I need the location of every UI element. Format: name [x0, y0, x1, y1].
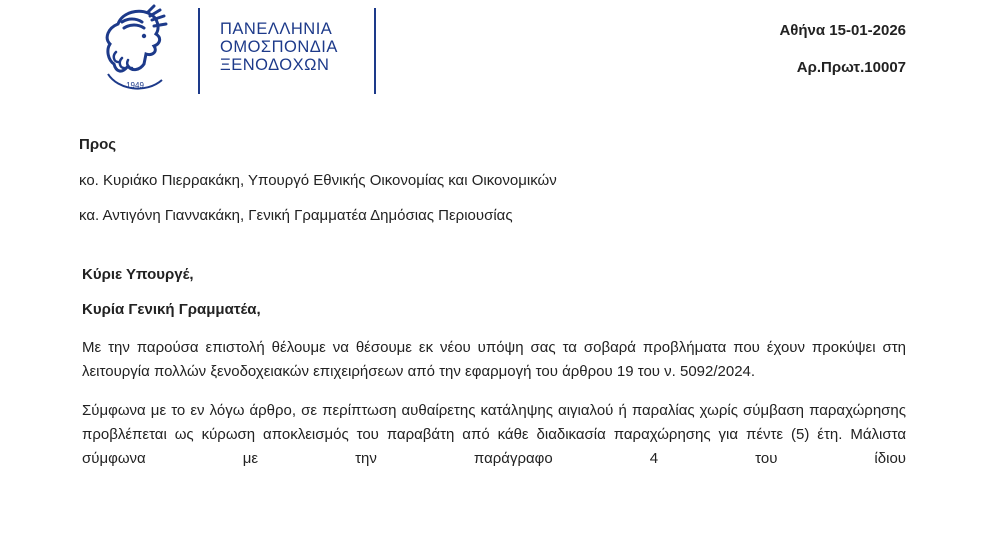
- org-name-line-3: ΞΕΝΟΔΟΧΩΝ: [220, 56, 330, 74]
- body-paragraph-2: Σύμφωνα με το εν λόγω άρθρο, σε περίπτωση αυθαίρετης κατάληψης αιγιαλού ή παραλίας χωρίς σύμβαση παραχώρησης προβλέπεται ως κύρωση αποκλεισμός του παραβάτη από κάθε διαδικασία παραχώρησης για πέντε (5) έτη. Μάλιστα σύμφωνα με την παράγραφο 4 του ίδιου: [82, 402, 906, 467]
- salutation-minister: Κύριε Υπουργέ,: [82, 266, 194, 283]
- organization-name: [220, 20, 370, 74]
- federation-logo: [88, 4, 188, 96]
- body-paragraph-1: Με την παρούσα επιστολή θέλουμε να θέσουμε εκ νέου υπόψη σας τα σοβαρά προβλήματα που έχουν προκύψει στη λειτουργία πολλών ξενοδοχειακών επιχειρήσεων από την εφαρμογή του άρθρου 19 του ν. 5092/2024.: [82, 339, 906, 380]
- letter-body: [82, 266, 906, 479]
- header-divider-left: [198, 8, 200, 94]
- letter-meta: [779, 22, 906, 76]
- recipients-block: [79, 136, 919, 242]
- salutation-secretary-general: Κυρία Γενική Γραμματέα,: [82, 301, 261, 318]
- hermes-head-logo-icon: [88, 4, 188, 96]
- recipient-secretary-general: κα. Αντιγόνη Γιαννακάκη, Γενική Γραμματέα Δημόσιας Περιουσίας: [79, 207, 513, 224]
- protocol-number: Αρ.Πρωτ.10007: [796, 59, 906, 76]
- recipients-label: Προς: [79, 136, 117, 153]
- recipient-minister: κο. Κυριάκο Πιερρακάκη, Υπουργό Εθνικής Οικονομίας και Οικονομικών: [79, 172, 557, 189]
- letter-date: Αθήνα 15-01-2026: [779, 22, 906, 39]
- org-name-line-2: ΟΜΟΣΠΟΝΔΙΑ: [220, 38, 338, 56]
- header-divider-right: [374, 8, 376, 94]
- logo-year: 1949: [126, 81, 144, 90]
- org-name-line-1: ΠΑΝΕΛΛΗΝΙΑ: [220, 20, 333, 38]
